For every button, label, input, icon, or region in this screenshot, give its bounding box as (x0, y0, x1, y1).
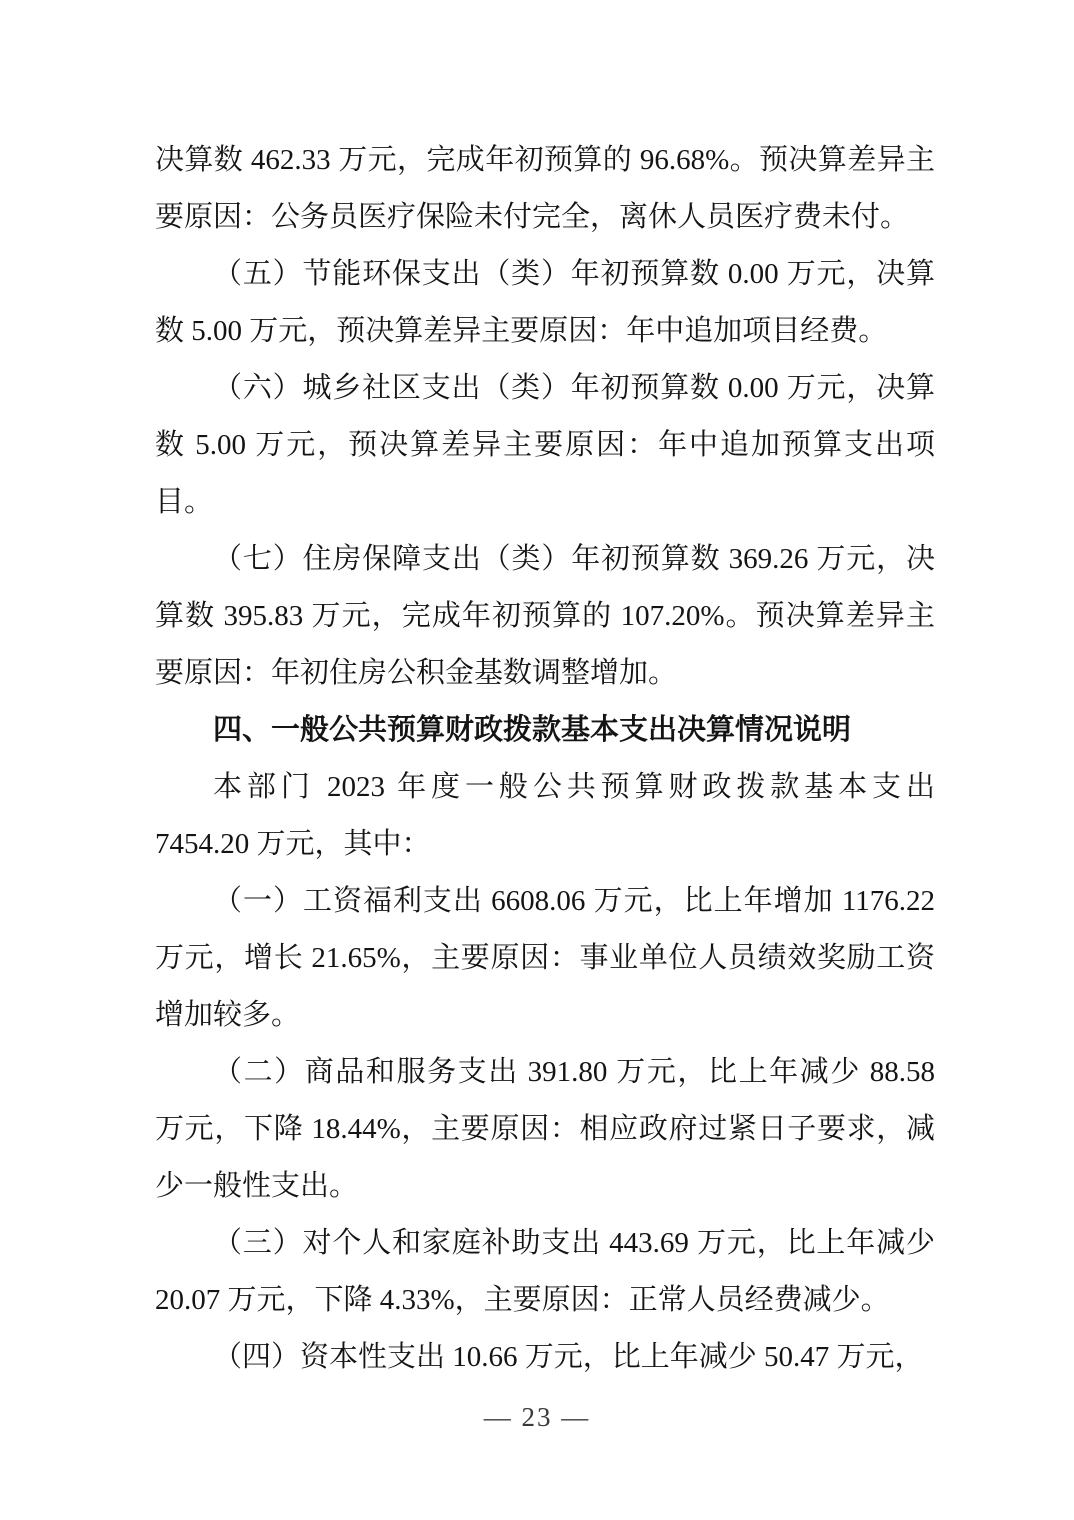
body-paragraph: （三）对个人和家庭补助支出 443.69 万元，比上年减少 20.07 万元，下降 4.33%，主要原因：正常人员经费减少。 (155, 1227, 935, 1316)
body-paragraph: （四）资本性支出 10.66 万元，比上年减少 50.47 万元， (213, 1341, 924, 1373)
section-heading: 四、一般公共预算财政拨款基本支出决算情况说明 (213, 714, 852, 746)
body-paragraph: （七）住房保障支出（类）年初预算数 369.26 万元，决算数 395.83 万元，完成年初预算的 107.20%。预决算差异主要原因：年初住房公积金基数调整增加。 (155, 543, 935, 689)
page-number: — 23 — (483, 1402, 591, 1432)
body-paragraph: （六）城乡社区支出（类）年初预算数 0.00 万元，决算数 5.00 万元，预决算差异主要原因：年中追加预算支出项目。 (155, 372, 935, 518)
document-body (155, 132, 935, 1386)
body-paragraph: （五）节能环保支出（类）年初预算数 0.00 万元，决算数 5.00 万元，预决算差异主要原因：年中追加项目经费。 (155, 258, 935, 347)
body-paragraph: （二）商品和服务支出 391.80 万元，比上年减少 88.58 万元，下降 18.44%，主要原因：相应政府过紧日子要求，减少一般性支出。 (155, 1056, 935, 1202)
body-paragraph: （一）工资福利支出 6608.06 万元，比上年增加 1176.22 万元，增长 21.65%，主要原因：事业单位人员绩效奖励工资增加较多。 (155, 885, 935, 1031)
body-paragraph: 决算数 462.33 万元，完成年初预算的 96.68%。预决算差异主要原因：公务员医疗保险未付完全，离休人员医疗费未付。 (155, 144, 935, 233)
body-paragraph: 本部门 2023 年度一般公共预算财政拨款基本支出 7454.20 万元，其中： (155, 771, 935, 860)
